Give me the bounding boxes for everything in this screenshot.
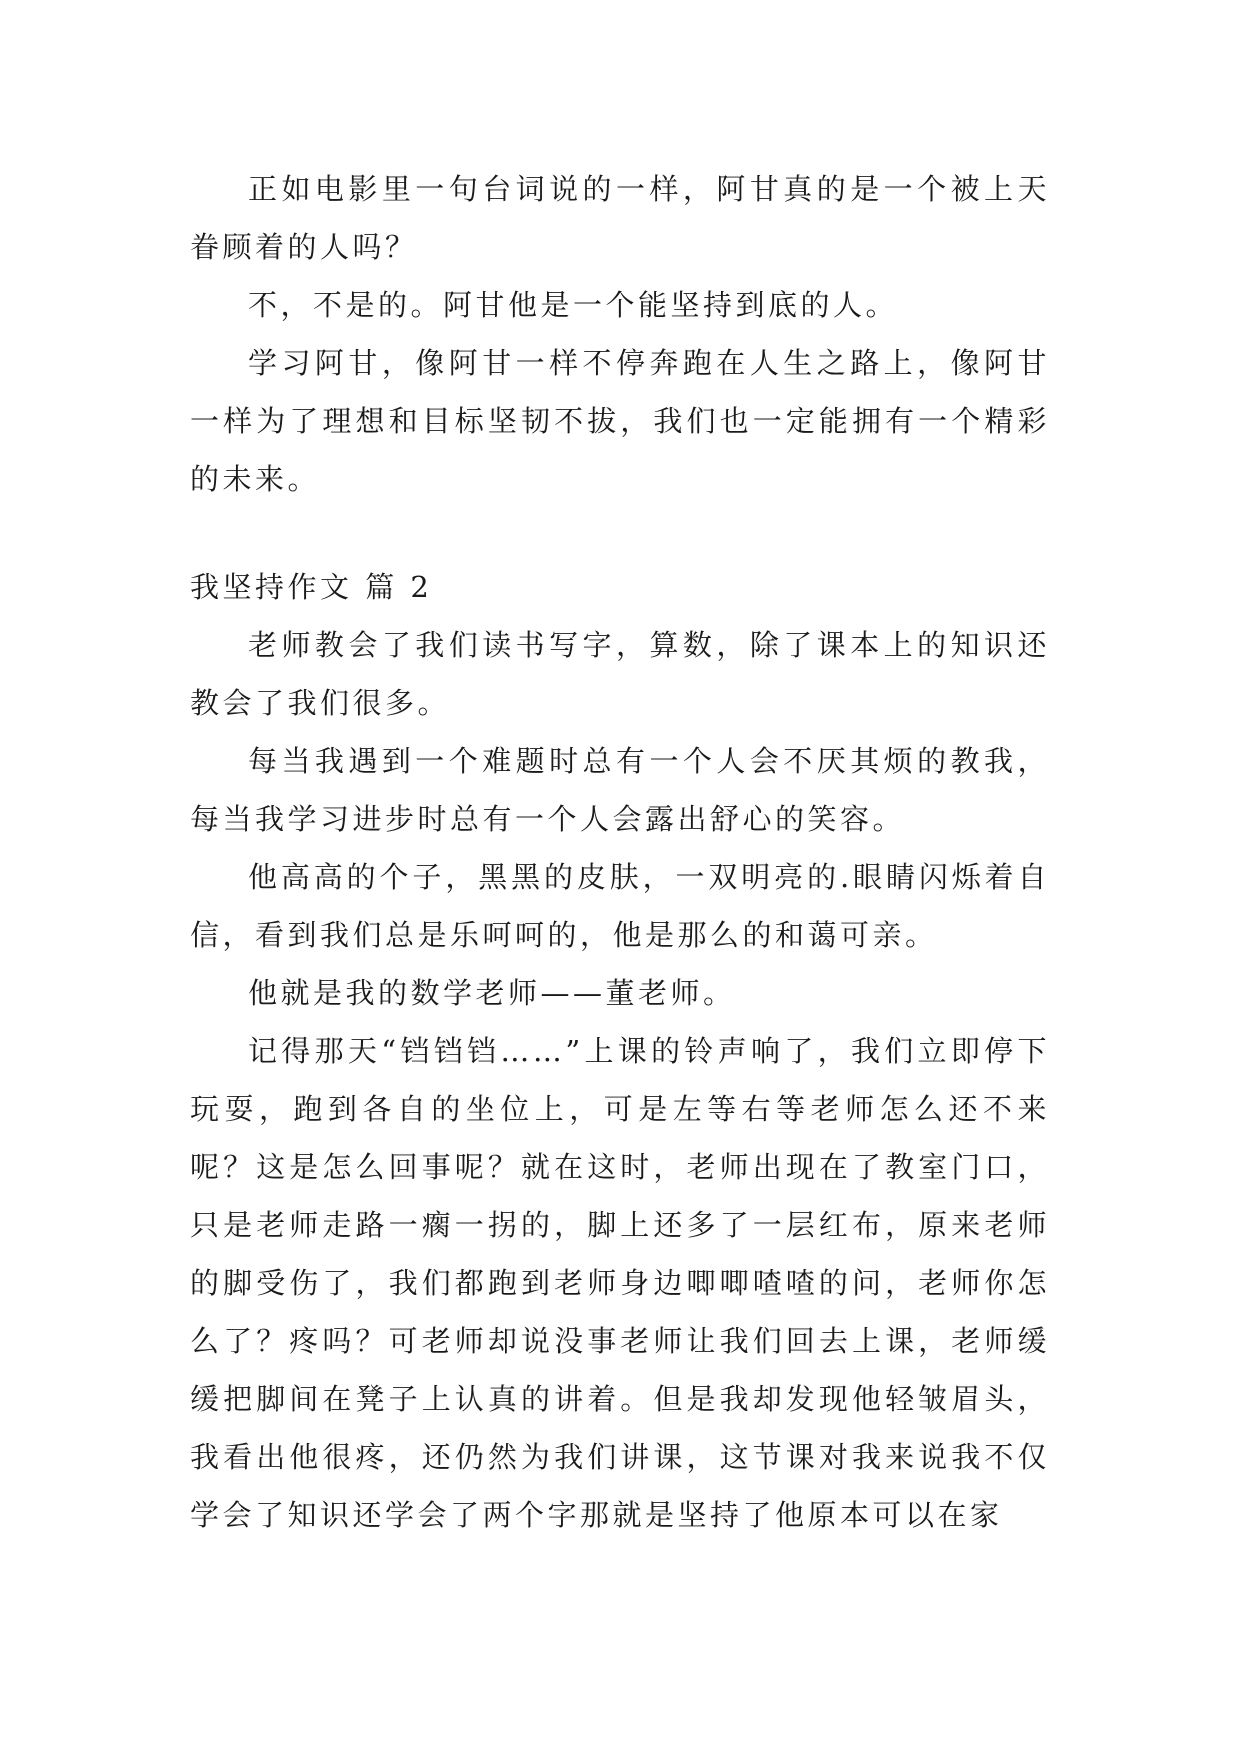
section-paragraph-2: 每当我遇到一个难题时总有一个人会不厌其烦的教我，每当我学习进步时总有一个人会露出舒心的笑容。	[190, 744, 1050, 836]
intro-paragraph-3: 学习阿甘，像阿甘一样不停奔跑在人生之路上，像阿甘一样为了理想和目标坚韧不拔，我们也一定能拥有一个精彩的未来。	[190, 346, 1050, 496]
section-paragraph-1: 老师教会了我们读书写字，算数，除了课本上的知识还教会了我们很多。	[190, 628, 1050, 720]
intro-paragraph-1: 正如电影里一句台词说的一样，阿甘真的是一个被上天眷顾着的人吗？	[190, 172, 1050, 264]
intro-paragraph-2: 不，不是的。阿甘他是一个能坚持到底的人。	[248, 288, 899, 322]
section-paragraph-3: 他高高的个子，黑黑的皮肤，一双明亮的.眼睛闪烁着自信，看到我们总是乐呵呵的，他是那么的和蔼可亲。	[190, 860, 1050, 952]
section-paragraph-5: 记得那天“铛铛铛……”上课的铃声响了，我们立即停下玩耍，跑到各自的坐位上，可是左等右等老师怎么还不来呢？这是怎么回事呢？就在这时，老师出现在了教室门口，只是老师走路一瘸一拐的，脚上还多了一层红布，原来老师的脚受伤了，我们都跑到老师身边唧唧喳喳的问，老师你怎么了？疼吗？可老师却说没事老师让我们回去上课，老师缓缓把脚间在凳子上认真的讲着。但是我却发现他轻皱眉头，我看出他很疼，还仍然为我们讲课，这节课对我来说我不仅学会了知识还学会了两个字那就是坚持了他原本可以在家	[190, 1034, 1050, 1532]
section-paragraph-4: 他就是我的数学老师——董老师。	[248, 976, 736, 1010]
document-body	[190, 160, 1050, 1544]
section-title: 我坚持作文 篇 2	[190, 570, 433, 604]
